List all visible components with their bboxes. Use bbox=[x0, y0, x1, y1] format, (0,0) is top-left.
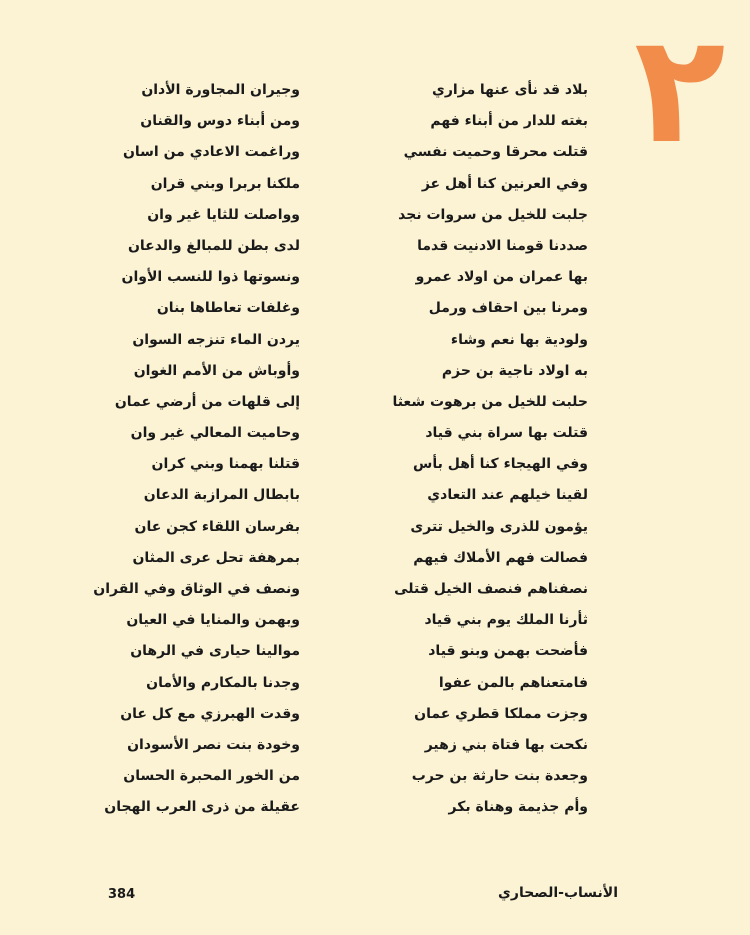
verse-second-hemistich: وجدنا بالمكارم والأمان bbox=[146, 674, 300, 691]
verse-row bbox=[0, 452, 750, 483]
verse-row bbox=[0, 109, 750, 140]
verse-row bbox=[0, 483, 750, 514]
verse-row bbox=[0, 577, 750, 608]
verse-first-hemistich: قتلت محرقا وحميت نفسي bbox=[403, 144, 588, 161]
verse-second-hemistich: وجيران المجاورة الأدان bbox=[141, 82, 300, 98]
verse-row bbox=[0, 639, 750, 670]
verse-first-hemistich: نصفناهم فنصف الخيل قتلى bbox=[394, 581, 588, 597]
verse-first-hemistich: وأم جذيمة وهناة بكر bbox=[448, 799, 588, 816]
running-footer-title: الأنساب-الصحاري bbox=[498, 885, 618, 901]
verse-second-hemistich: لدى بطن للمبالغ والدعان bbox=[127, 237, 300, 254]
chapter-number: ٢ bbox=[634, 3, 726, 177]
verse-row bbox=[0, 265, 750, 296]
verse-second-hemistich: وقدت الهبرزي مع كل عان bbox=[120, 705, 300, 722]
verse-second-hemistich: بابطال المرازبة الدعان bbox=[143, 487, 300, 504]
verse-row bbox=[0, 515, 750, 546]
verse-row bbox=[0, 795, 750, 826]
verse-first-hemistich: فصالت فهم الأملاك فيهم bbox=[413, 549, 588, 566]
verse-first-hemistich: فأضحت بهمن وبنو قياد bbox=[428, 643, 588, 660]
verse-first-hemistich: قتلت بها سراة بني قياد bbox=[425, 425, 588, 442]
verse-first-hemistich: وفي الهيجاء كنا أهل بأس bbox=[413, 456, 588, 473]
verse-second-hemistich: قتلنا بهمنا وبني كران bbox=[151, 456, 300, 473]
verse-row bbox=[0, 172, 750, 203]
verse-first-hemistich: وجزت مملكا قطري عمان bbox=[414, 705, 588, 722]
verse-row bbox=[0, 702, 750, 733]
verse-row bbox=[0, 546, 750, 577]
verse-first-hemistich: ومرنا بين احقاف ورمل bbox=[428, 300, 588, 317]
verse-first-hemistich: جلبت للخيل من سروات نجد bbox=[398, 206, 588, 223]
verse-second-hemistich: وخودة بنت نصر الأسودان bbox=[127, 736, 300, 753]
verse-first-hemistich: ثأرنا الملك يوم بني قياد bbox=[424, 612, 588, 629]
verse-row bbox=[0, 671, 750, 702]
verse-first-hemistich: حلبت للخيل من برهوت شعثا bbox=[392, 393, 588, 410]
verse-first-hemistich: لقينا خيلهم عند التعادي bbox=[427, 487, 588, 504]
verse-first-hemistich: بها عمران من اولاد عمرو bbox=[415, 269, 588, 286]
verse-second-hemistich: وبهمن والمنايا في العيان bbox=[126, 612, 300, 629]
verse-row bbox=[0, 390, 750, 421]
verse-row bbox=[0, 140, 750, 171]
verse-second-hemistich: إلى قلهات من أرضي عمان bbox=[114, 393, 300, 410]
verse-second-hemistich: ومن أبناء دوس والقنان bbox=[140, 113, 300, 130]
verse-second-hemistich: من الخور المحبرة الحسان bbox=[123, 768, 300, 785]
verse-first-hemistich: وجعدة بنت حارثة بن حرب bbox=[411, 768, 588, 785]
verse-row bbox=[0, 421, 750, 452]
verse-second-hemistich: يردن الماء تنزجه السوان bbox=[132, 331, 300, 348]
verse-first-hemistich: بغته للدار من أبناء فهم bbox=[430, 113, 588, 130]
verse-second-hemistich: ونصف في الوثاق وفي القران bbox=[93, 581, 300, 597]
verse-second-hemistich: ملكنا بربرا وبني قران bbox=[150, 175, 300, 192]
poem-body bbox=[0, 78, 750, 827]
verse-second-hemistich: بمرهفة تحل عرى المثان bbox=[132, 549, 300, 566]
verse-second-hemistich: وحاميت المعالي غير وان bbox=[130, 425, 300, 442]
verse-first-hemistich: به اولاد ناجية بن حزم bbox=[441, 362, 588, 379]
verse-first-hemistich: ولودية بها نعم وشاء bbox=[450, 331, 588, 348]
verse-second-hemistich: ونسوتها ذوا للنسب الأوان bbox=[121, 269, 300, 286]
verse-row bbox=[0, 296, 750, 327]
verse-first-hemistich: وفي العرنين كنا أهل عز bbox=[421, 175, 588, 192]
verse-second-hemistich: موالينا حيارى في الرهان bbox=[130, 643, 300, 660]
verse-second-hemistich: وغلفات تعاطاها بنان bbox=[156, 300, 300, 317]
verse-row bbox=[0, 764, 750, 795]
verse-first-hemistich: نكحت بها فتاة بني زهير bbox=[424, 736, 588, 753]
verse-row bbox=[0, 78, 750, 109]
verse-first-hemistich: فامتعناهم بالمن عفوا bbox=[438, 674, 588, 691]
verse-row bbox=[0, 234, 750, 265]
verse-second-hemistich: عقيلة من ذرى العرب الهجان bbox=[104, 799, 300, 816]
verse-second-hemistich: وراغمت الاعادي من اسان bbox=[122, 144, 300, 161]
verse-row bbox=[0, 733, 750, 764]
page-number: 384 bbox=[108, 887, 136, 902]
verse-second-hemistich: بفرسان اللقاء كجن عان bbox=[134, 518, 300, 535]
verse-row bbox=[0, 359, 750, 390]
verse-first-hemistich: صددنا قومنا الادنيت قدما bbox=[417, 237, 588, 254]
verse-row bbox=[0, 328, 750, 359]
verse-first-hemistich: يؤمون للذرى والخيل تترى bbox=[410, 518, 588, 535]
verse-second-hemistich: وأوباش من الأمم الغوان bbox=[133, 362, 300, 379]
verse-row bbox=[0, 203, 750, 234]
verse-first-hemistich: بلاد قد نأى عنها مزاري bbox=[431, 82, 588, 98]
verse-row bbox=[0, 608, 750, 639]
verse-second-hemistich: وواصلت للثايا غير وان bbox=[147, 206, 300, 223]
